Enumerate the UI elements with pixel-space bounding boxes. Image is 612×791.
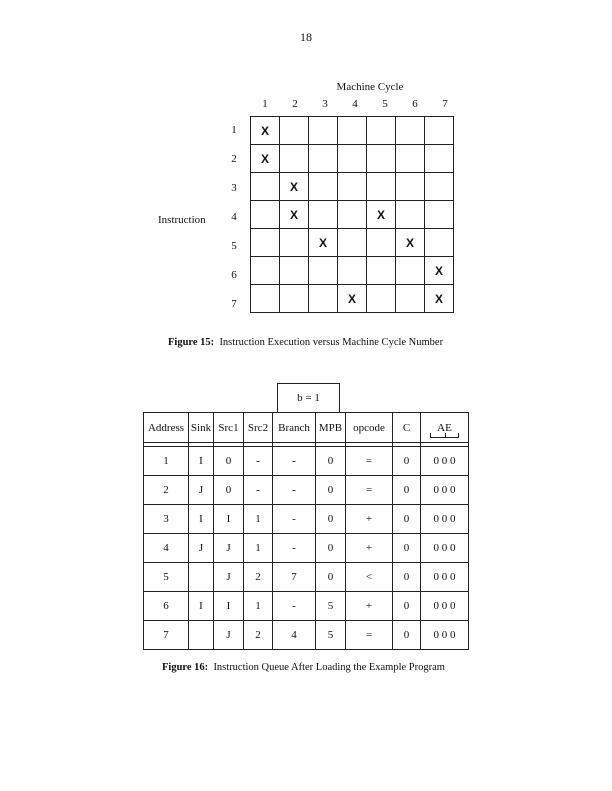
- cell-ae: 0 0 0: [421, 621, 469, 650]
- column-number: 5: [382, 98, 388, 110]
- grid-cell: [425, 229, 454, 257]
- column-number: 1: [262, 98, 268, 110]
- grid-cell: [425, 117, 454, 145]
- table-row: [144, 476, 469, 505]
- grid-cell: [309, 145, 338, 173]
- column-number: 6: [412, 98, 418, 110]
- cell-mpb: 0: [316, 447, 346, 476]
- column-number: 7: [442, 98, 448, 110]
- figure-16-caption-text: Instruction Queue After Loading the Example Program: [213, 662, 445, 673]
- header-address: Address: [144, 413, 189, 443]
- cell-c: 0: [393, 534, 421, 563]
- cell-src2: 1: [244, 592, 273, 621]
- cell-address: 1: [144, 447, 189, 476]
- table-row: [144, 447, 469, 476]
- grid-cell: [338, 145, 367, 173]
- row-number: 4: [231, 211, 237, 223]
- cell-mpb: 0: [316, 505, 346, 534]
- grid-cell: X: [396, 229, 425, 257]
- grid-cell: [251, 257, 280, 285]
- grid-row: [251, 173, 454, 201]
- header-src1: Src1: [214, 413, 244, 443]
- cell-branch: 4: [273, 621, 316, 650]
- header-mpb: MPB: [316, 413, 346, 443]
- row-number: 5: [231, 240, 237, 252]
- cell-opcode: +: [346, 592, 393, 621]
- instruction-axis-label: Instruction: [158, 214, 206, 226]
- cell-sink: [189, 621, 214, 650]
- grid-cell: [309, 117, 338, 145]
- cell-address: 2: [144, 476, 189, 505]
- cell-opcode: +: [346, 534, 393, 563]
- cell-ae: 0 0 0: [421, 505, 469, 534]
- grid-cell: [396, 285, 425, 313]
- ae-bit-bracket: [430, 433, 459, 438]
- table-row: [144, 621, 469, 650]
- cell-src1: J: [214, 534, 244, 563]
- grid-cell: [280, 285, 309, 313]
- cell-sink: I: [189, 447, 214, 476]
- cell-src1: 0: [214, 476, 244, 505]
- grid-cell: [251, 229, 280, 257]
- header-ae: [421, 413, 469, 443]
- cell-address: 7: [144, 621, 189, 650]
- cell-ae: 0 0 0: [421, 447, 469, 476]
- cell-c: 0: [393, 505, 421, 534]
- cell-address: 4: [144, 534, 189, 563]
- cell-address: 5: [144, 563, 189, 592]
- cell-src2: 2: [244, 621, 273, 650]
- grid-cell: [396, 145, 425, 173]
- grid-cell: [367, 257, 396, 285]
- row-number: 7: [231, 298, 237, 310]
- figure-16-caption: [162, 662, 445, 673]
- cell-mpb: 5: [316, 592, 346, 621]
- grid-row: [251, 201, 454, 229]
- cell-branch: -: [273, 534, 316, 563]
- grid-cell: [396, 173, 425, 201]
- figure-15-caption-text: Instruction Execution versus Machine Cycle Number: [219, 337, 444, 348]
- grid-cell: [309, 173, 338, 201]
- figure-15-caption: [168, 337, 443, 348]
- cell-mpb: 0: [316, 534, 346, 563]
- row-number: 1: [231, 124, 237, 136]
- cell-ae: 0 0 0: [421, 563, 469, 592]
- grid-cell: [338, 257, 367, 285]
- grid-cell: [309, 201, 338, 229]
- row-number: 6: [231, 269, 237, 281]
- grid-cell: [280, 117, 309, 145]
- cell-mpb: 0: [316, 563, 346, 592]
- grid-cell: [280, 145, 309, 173]
- header-c: C: [393, 413, 421, 443]
- cell-src2: 1: [244, 505, 273, 534]
- header-ae-label: AE: [437, 421, 452, 434]
- cell-ae: 0 0 0: [421, 476, 469, 505]
- grid-cell: [251, 201, 280, 229]
- grid-cell: [251, 285, 280, 313]
- grid-cell: X: [309, 229, 338, 257]
- table-header-row: [144, 413, 469, 443]
- grid-cell: [367, 229, 396, 257]
- instruction-queue-table: [143, 412, 469, 650]
- grid-cell: [367, 117, 396, 145]
- cell-opcode: =: [346, 476, 393, 505]
- grid-cell: X: [338, 285, 367, 313]
- grid-cell: X: [425, 257, 454, 285]
- grid-cell: [338, 229, 367, 257]
- grid-cell: [280, 257, 309, 285]
- column-number: 2: [292, 98, 298, 110]
- cell-opcode: =: [346, 447, 393, 476]
- page-number: 18: [300, 30, 312, 44]
- header-branch: Branch: [273, 413, 316, 443]
- cell-c: 0: [393, 476, 421, 505]
- grid-cell: [251, 173, 280, 201]
- grid-cell: X: [280, 173, 309, 201]
- grid-cell: [367, 285, 396, 313]
- grid-cell: [396, 117, 425, 145]
- grid-cell: [309, 285, 338, 313]
- header-src2: Src2: [244, 413, 273, 443]
- cell-branch: -: [273, 592, 316, 621]
- cell-opcode: +: [346, 505, 393, 534]
- table-row: [144, 534, 469, 563]
- cell-opcode: =: [346, 621, 393, 650]
- cell-branch: -: [273, 447, 316, 476]
- grid-row: [251, 257, 454, 285]
- b-value-box: b = 1: [277, 383, 340, 413]
- grid-cell: [338, 173, 367, 201]
- column-number: 4: [352, 98, 358, 110]
- grid-row: [251, 229, 454, 257]
- cell-src1: J: [214, 563, 244, 592]
- grid-cell: [425, 201, 454, 229]
- header-opcode: opcode: [346, 413, 393, 443]
- cell-c: 0: [393, 592, 421, 621]
- grid-row: [251, 285, 454, 313]
- cell-ae: 0 0 0: [421, 592, 469, 621]
- cell-branch: -: [273, 476, 316, 505]
- cell-c: 0: [393, 447, 421, 476]
- cell-src1: J: [214, 621, 244, 650]
- cell-sink: I: [189, 505, 214, 534]
- cell-opcode: <: [346, 563, 393, 592]
- grid-row: [251, 117, 454, 145]
- grid-cell: X: [251, 117, 280, 145]
- grid-cell: [338, 201, 367, 229]
- cell-src1: 0: [214, 447, 244, 476]
- grid-cell: [280, 229, 309, 257]
- table-row: [144, 563, 469, 592]
- cell-mpb: 5: [316, 621, 346, 650]
- cell-address: 6: [144, 592, 189, 621]
- cell-branch: 7: [273, 563, 316, 592]
- cell-src2: -: [244, 447, 273, 476]
- cell-c: 0: [393, 563, 421, 592]
- grid-cell: X: [251, 145, 280, 173]
- row-number: 2: [231, 153, 237, 165]
- grid-cell: [309, 257, 338, 285]
- cell-src2: 1: [244, 534, 273, 563]
- figure-16-caption-label: Figure 16:: [162, 662, 209, 673]
- row-number: 3: [231, 182, 237, 194]
- cell-address: 3: [144, 505, 189, 534]
- grid-cell: [425, 145, 454, 173]
- cell-src1: I: [214, 592, 244, 621]
- cell-src2: -: [244, 476, 273, 505]
- grid-cell: [367, 145, 396, 173]
- table-row: [144, 505, 469, 534]
- grid-row: [251, 145, 454, 173]
- grid-cell: [338, 117, 367, 145]
- cell-ae: 0 0 0: [421, 534, 469, 563]
- cell-src1: I: [214, 505, 244, 534]
- grid-cell: X: [425, 285, 454, 313]
- execution-grid: [250, 116, 454, 313]
- grid-cell: [367, 173, 396, 201]
- cell-sink: J: [189, 534, 214, 563]
- cell-src2: 2: [244, 563, 273, 592]
- table-row: [144, 592, 469, 621]
- figure-15-caption-label: Figure 15:: [168, 337, 215, 348]
- header-sink: Sink: [189, 413, 214, 443]
- column-number: 3: [322, 98, 328, 110]
- machine-cycle-axis-title: Machine Cycle: [336, 81, 404, 93]
- grid-cell: [396, 201, 425, 229]
- cell-c: 0: [393, 621, 421, 650]
- grid-cell: [396, 257, 425, 285]
- grid-cell: X: [367, 201, 396, 229]
- cell-sink: J: [189, 476, 214, 505]
- grid-cell: [425, 173, 454, 201]
- cell-branch: -: [273, 505, 316, 534]
- cell-sink: [189, 563, 214, 592]
- grid-cell: X: [280, 201, 309, 229]
- cell-mpb: 0: [316, 476, 346, 505]
- cell-sink: I: [189, 592, 214, 621]
